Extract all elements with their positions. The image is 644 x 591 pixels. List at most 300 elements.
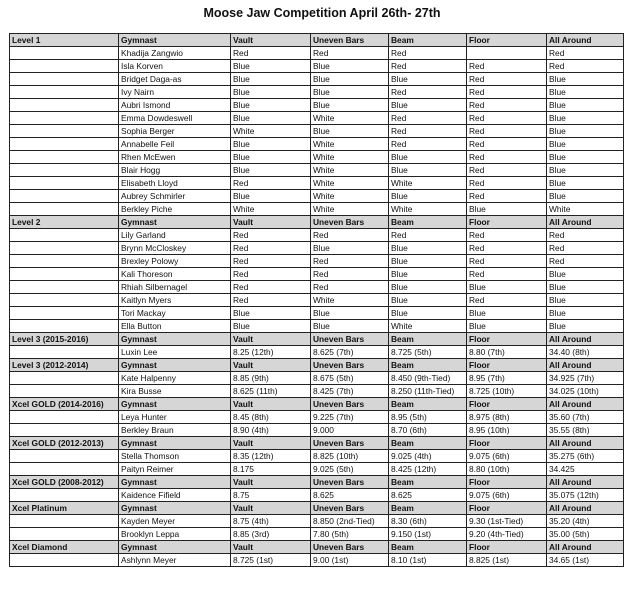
- table-row: [10, 190, 624, 203]
- beam-result: 8.10 (1st): [389, 554, 467, 567]
- vault-result: Red: [231, 294, 311, 307]
- all-around-result: Blue: [547, 125, 624, 138]
- floor-result: Red: [467, 164, 547, 177]
- uneven-bars-result: Blue: [311, 307, 389, 320]
- uneven-bars-result: Blue: [311, 320, 389, 333]
- column-header-gymnast: Gymnast: [119, 359, 231, 372]
- table-row: [10, 515, 624, 528]
- gymnast-name: Isla Korven: [119, 60, 231, 73]
- uneven-bars-result: White: [311, 203, 389, 216]
- column-header-floor: Floor: [467, 437, 547, 450]
- gymnast-name: Aubri Ismond: [119, 99, 231, 112]
- level-name: Level 3 (2012-2014): [10, 359, 119, 372]
- table-row: [10, 229, 624, 242]
- column-header-gymnast: Gymnast: [119, 541, 231, 554]
- all-around-result: Blue: [547, 164, 624, 177]
- column-header-beam: Beam: [389, 476, 467, 489]
- gymnast-name: Ashlynn Meyer: [119, 554, 231, 567]
- all-around-result: Blue: [547, 151, 624, 164]
- beam-result: White: [389, 177, 467, 190]
- column-header-beam: Beam: [389, 34, 467, 47]
- column-header-beam: Beam: [389, 437, 467, 450]
- all-around-result: Blue: [547, 177, 624, 190]
- uneven-bars-result: White: [311, 138, 389, 151]
- vault-result: Red: [231, 47, 311, 60]
- level-spacer-cell: [10, 151, 119, 164]
- beam-result: Blue: [389, 73, 467, 86]
- table-row: [10, 424, 624, 437]
- column-header-uneven-bars: Uneven Bars: [311, 359, 389, 372]
- all-around-result: 34.65 (1st): [547, 554, 624, 567]
- level-spacer-cell: [10, 294, 119, 307]
- gymnast-name: Blair Hogg: [119, 164, 231, 177]
- level-header-row: [10, 398, 624, 411]
- beam-result: 8.725 (5th): [389, 346, 467, 359]
- level-header-row: [10, 541, 624, 554]
- column-header-floor: Floor: [467, 541, 547, 554]
- beam-result: Blue: [389, 151, 467, 164]
- floor-result: Red: [467, 229, 547, 242]
- uneven-bars-result: 8.625 (7th): [311, 346, 389, 359]
- all-around-result: Blue: [547, 138, 624, 151]
- uneven-bars-result: 9.000: [311, 424, 389, 437]
- level-spacer-cell: [10, 255, 119, 268]
- floor-result: 9.30 (1st-Tied): [467, 515, 547, 528]
- gymnast-name: Kali Thoreson: [119, 268, 231, 281]
- table-row: [10, 528, 624, 541]
- table-row: [10, 268, 624, 281]
- vault-result: Red: [231, 242, 311, 255]
- all-around-result: 34.425: [547, 463, 624, 476]
- floor-result: [467, 47, 547, 60]
- gymnast-name: Annabelle Feil: [119, 138, 231, 151]
- beam-result: Blue: [389, 281, 467, 294]
- level-spacer-cell: [10, 489, 119, 502]
- column-header-gymnast: Gymnast: [119, 216, 231, 229]
- column-header-vault: Vault: [231, 359, 311, 372]
- uneven-bars-result: 9.025 (5th): [311, 463, 389, 476]
- beam-result: 9.150 (1st): [389, 528, 467, 541]
- table-row: [10, 177, 624, 190]
- uneven-bars-result: Blue: [311, 60, 389, 73]
- gymnast-name: Luxin Lee: [119, 346, 231, 359]
- column-header-floor: Floor: [467, 398, 547, 411]
- column-header-floor: Floor: [467, 34, 547, 47]
- level-spacer-cell: [10, 47, 119, 60]
- column-header-all-around: All Around: [547, 541, 624, 554]
- column-header-all-around: All Around: [547, 333, 624, 346]
- vault-result: White: [231, 125, 311, 138]
- vault-result: Blue: [231, 307, 311, 320]
- gymnast-name: Emma Dowdeswell: [119, 112, 231, 125]
- table-row: [10, 60, 624, 73]
- vault-result: 8.175: [231, 463, 311, 476]
- uneven-bars-result: White: [311, 177, 389, 190]
- uneven-bars-result: Blue: [311, 125, 389, 138]
- uneven-bars-result: Blue: [311, 73, 389, 86]
- beam-result: 8.95 (5th): [389, 411, 467, 424]
- floor-result: Red: [467, 86, 547, 99]
- level-spacer-cell: [10, 164, 119, 177]
- uneven-bars-result: 8.625: [311, 489, 389, 502]
- all-around-result: 35.275 (6th): [547, 450, 624, 463]
- uneven-bars-result: Red: [311, 229, 389, 242]
- level-spacer-cell: [10, 385, 119, 398]
- beam-result: Blue: [389, 242, 467, 255]
- level-spacer-cell: [10, 138, 119, 151]
- column-header-gymnast: Gymnast: [119, 398, 231, 411]
- uneven-bars-result: White: [311, 112, 389, 125]
- uneven-bars-result: 8.825 (10th): [311, 450, 389, 463]
- all-around-result: Blue: [547, 112, 624, 125]
- level-header-row: [10, 216, 624, 229]
- beam-result: 8.425 (12th): [389, 463, 467, 476]
- column-header-vault: Vault: [231, 398, 311, 411]
- level-spacer-cell: [10, 203, 119, 216]
- vault-result: 8.45 (8th): [231, 411, 311, 424]
- gymnast-name: Ivy Nairn: [119, 86, 231, 99]
- vault-result: 8.90 (4th): [231, 424, 311, 437]
- gymnast-name: Brynn McCloskey: [119, 242, 231, 255]
- floor-result: Red: [467, 177, 547, 190]
- gymnast-name: Kate Halpenny: [119, 372, 231, 385]
- gymnast-name: Elisabeth Lloyd: [119, 177, 231, 190]
- uneven-bars-result: Red: [311, 47, 389, 60]
- all-around-result: 34.40 (8th): [547, 346, 624, 359]
- gymnast-name: Tori Mackay: [119, 307, 231, 320]
- floor-result: Red: [467, 190, 547, 203]
- uneven-bars-result: Blue: [311, 86, 389, 99]
- beam-result: 8.30 (6th): [389, 515, 467, 528]
- level-spacer-cell: [10, 281, 119, 294]
- beam-result: 8.250 (11th-Tied): [389, 385, 467, 398]
- beam-result: 8.70 (6th): [389, 424, 467, 437]
- level-name: Xcel GOLD (2008-2012): [10, 476, 119, 489]
- table-row: [10, 554, 624, 567]
- level-spacer-cell: [10, 424, 119, 437]
- column-header-floor: Floor: [467, 502, 547, 515]
- column-header-uneven-bars: Uneven Bars: [311, 34, 389, 47]
- beam-result: Blue: [389, 164, 467, 177]
- gymnast-name: Stella Thomson: [119, 450, 231, 463]
- floor-result: Red: [467, 60, 547, 73]
- level-spacer-cell: [10, 463, 119, 476]
- floor-result: Red: [467, 294, 547, 307]
- uneven-bars-result: White: [311, 294, 389, 307]
- level-spacer-cell: [10, 177, 119, 190]
- column-header-vault: Vault: [231, 502, 311, 515]
- vault-result: Blue: [231, 112, 311, 125]
- column-header-gymnast: Gymnast: [119, 476, 231, 489]
- table-row: [10, 138, 624, 151]
- table-row: [10, 463, 624, 476]
- floor-result: 8.725 (10th): [467, 385, 547, 398]
- gymnast-name: Rhen McEwen: [119, 151, 231, 164]
- table-row: [10, 47, 624, 60]
- all-around-result: Blue: [547, 86, 624, 99]
- level-spacer-cell: [10, 346, 119, 359]
- column-header-uneven-bars: Uneven Bars: [311, 541, 389, 554]
- level-name: Xcel GOLD (2014-2016): [10, 398, 119, 411]
- level-spacer-cell: [10, 86, 119, 99]
- results-table: [9, 33, 624, 567]
- floor-result: 9.20 (4th-Tied): [467, 528, 547, 541]
- table-row: [10, 281, 624, 294]
- uneven-bars-result: Blue: [311, 99, 389, 112]
- column-header-beam: Beam: [389, 541, 467, 554]
- gymnast-name: Brooklyn Leppa: [119, 528, 231, 541]
- uneven-bars-result: 9.225 (7th): [311, 411, 389, 424]
- beam-result: Blue: [389, 268, 467, 281]
- column-header-gymnast: Gymnast: [119, 333, 231, 346]
- uneven-bars-result: 7.80 (5th): [311, 528, 389, 541]
- column-header-floor: Floor: [467, 333, 547, 346]
- floor-result: Red: [467, 268, 547, 281]
- uneven-bars-result: Red: [311, 255, 389, 268]
- table-row: [10, 411, 624, 424]
- floor-result: 9.075 (6th): [467, 450, 547, 463]
- column-header-floor: Floor: [467, 476, 547, 489]
- gymnast-name: Kaidence Fifield: [119, 489, 231, 502]
- gymnast-name: Ella Button: [119, 320, 231, 333]
- table-row: [10, 99, 624, 112]
- floor-result: Red: [467, 138, 547, 151]
- column-header-uneven-bars: Uneven Bars: [311, 216, 389, 229]
- floor-result: Red: [467, 112, 547, 125]
- table-row: [10, 450, 624, 463]
- level-header-row: [10, 502, 624, 515]
- all-around-result: Red: [547, 242, 624, 255]
- column-header-gymnast: Gymnast: [119, 437, 231, 450]
- column-header-all-around: All Around: [547, 359, 624, 372]
- level-header-row: [10, 34, 624, 47]
- all-around-result: 35.55 (8th): [547, 424, 624, 437]
- level-spacer-cell: [10, 515, 119, 528]
- vault-result: Red: [231, 229, 311, 242]
- vault-result: Blue: [231, 164, 311, 177]
- gymnast-name: Sophia Berger: [119, 125, 231, 138]
- column-header-beam: Beam: [389, 398, 467, 411]
- all-around-result: Blue: [547, 281, 624, 294]
- vault-result: Blue: [231, 99, 311, 112]
- vault-result: 8.25 (12th): [231, 346, 311, 359]
- column-header-vault: Vault: [231, 437, 311, 450]
- table-row: [10, 320, 624, 333]
- floor-result: Blue: [467, 307, 547, 320]
- beam-result: 9.025 (4th): [389, 450, 467, 463]
- vault-result: 8.75: [231, 489, 311, 502]
- gymnast-name: Rhiah Silbernagel: [119, 281, 231, 294]
- level-name: Xcel Diamond: [10, 541, 119, 554]
- column-header-all-around: All Around: [547, 34, 624, 47]
- column-header-all-around: All Around: [547, 437, 624, 450]
- level-header-row: [10, 476, 624, 489]
- gymnast-name: Lily Garland: [119, 229, 231, 242]
- vault-result: Blue: [231, 151, 311, 164]
- vault-result: 8.85 (9th): [231, 372, 311, 385]
- all-around-result: 35.20 (4th): [547, 515, 624, 528]
- level-spacer-cell: [10, 229, 119, 242]
- beam-result: Red: [389, 125, 467, 138]
- column-header-beam: Beam: [389, 502, 467, 515]
- all-around-result: 34.925 (7th): [547, 372, 624, 385]
- beam-result: Blue: [389, 190, 467, 203]
- all-around-result: Blue: [547, 320, 624, 333]
- all-around-result: 35.00 (5th): [547, 528, 624, 541]
- level-header-row: [10, 333, 624, 346]
- beam-result: Red: [389, 229, 467, 242]
- floor-result: Blue: [467, 281, 547, 294]
- level-spacer-cell: [10, 307, 119, 320]
- level-header-row: [10, 437, 624, 450]
- gymnast-name: Kaitlyn Myers: [119, 294, 231, 307]
- gymnast-name: Paityn Reimer: [119, 463, 231, 476]
- floor-result: Blue: [467, 320, 547, 333]
- page-title: Moose Jaw Competition April 26th- 27th: [203, 6, 441, 20]
- gymnast-name: Khadija Zangwio: [119, 47, 231, 60]
- all-around-result: Blue: [547, 307, 624, 320]
- level-spacer-cell: [10, 73, 119, 86]
- table-row: [10, 346, 624, 359]
- table-row: [10, 294, 624, 307]
- column-header-beam: Beam: [389, 216, 467, 229]
- beam-result: White: [389, 320, 467, 333]
- vault-result: Blue: [231, 190, 311, 203]
- column-header-vault: Vault: [231, 541, 311, 554]
- uneven-bars-result: White: [311, 164, 389, 177]
- level-spacer-cell: [10, 450, 119, 463]
- level-spacer-cell: [10, 528, 119, 541]
- uneven-bars-result: 8.425 (7th): [311, 385, 389, 398]
- column-header-all-around: All Around: [547, 398, 624, 411]
- floor-result: Red: [467, 151, 547, 164]
- floor-result: 8.95 (10th): [467, 424, 547, 437]
- column-header-all-around: All Around: [547, 216, 624, 229]
- column-header-all-around: All Around: [547, 502, 624, 515]
- vault-result: Red: [231, 255, 311, 268]
- column-header-uneven-bars: Uneven Bars: [311, 476, 389, 489]
- table-row: [10, 73, 624, 86]
- column-header-vault: Vault: [231, 34, 311, 47]
- gymnast-name: Leya Hunter: [119, 411, 231, 424]
- column-header-beam: Beam: [389, 333, 467, 346]
- table-row: [10, 203, 624, 216]
- level-spacer-cell: [10, 372, 119, 385]
- level-name: Level 3 (2015-2016): [10, 333, 119, 346]
- gymnast-name: Aubrey Schmirler: [119, 190, 231, 203]
- uneven-bars-result: Red: [311, 268, 389, 281]
- gymnast-name: Berkley Piche: [119, 203, 231, 216]
- all-around-result: 34.025 (10th): [547, 385, 624, 398]
- beam-result: Blue: [389, 99, 467, 112]
- column-header-beam: Beam: [389, 359, 467, 372]
- level-spacer-cell: [10, 242, 119, 255]
- column-header-gymnast: Gymnast: [119, 34, 231, 47]
- level-name: Level 1: [10, 34, 119, 47]
- level-spacer-cell: [10, 112, 119, 125]
- table-row: [10, 86, 624, 99]
- vault-result: 8.625 (11th): [231, 385, 311, 398]
- floor-result: Red: [467, 125, 547, 138]
- all-around-result: Blue: [547, 99, 624, 112]
- beam-result: Red: [389, 47, 467, 60]
- vault-result: Blue: [231, 138, 311, 151]
- vault-result: 8.725 (1st): [231, 554, 311, 567]
- level-header-row: [10, 359, 624, 372]
- column-header-vault: Vault: [231, 333, 311, 346]
- level-spacer-cell: [10, 125, 119, 138]
- vault-result: White: [231, 203, 311, 216]
- floor-result: 8.80 (10th): [467, 463, 547, 476]
- vault-result: 8.75 (4th): [231, 515, 311, 528]
- beam-result: Blue: [389, 294, 467, 307]
- vault-result: Blue: [231, 320, 311, 333]
- gymnast-name: Berkley Braun: [119, 424, 231, 437]
- column-header-vault: Vault: [231, 476, 311, 489]
- beam-result: Red: [389, 86, 467, 99]
- all-around-result: Red: [547, 229, 624, 242]
- gymnast-name: Kira Busse: [119, 385, 231, 398]
- level-spacer-cell: [10, 554, 119, 567]
- floor-result: 8.825 (1st): [467, 554, 547, 567]
- vault-result: Red: [231, 281, 311, 294]
- column-header-uneven-bars: Uneven Bars: [311, 502, 389, 515]
- gymnast-name: Brexley Polowy: [119, 255, 231, 268]
- floor-result: Blue: [467, 203, 547, 216]
- all-around-result: Blue: [547, 190, 624, 203]
- floor-result: 9.075 (6th): [467, 489, 547, 502]
- uneven-bars-result: 9.00 (1st): [311, 554, 389, 567]
- beam-result: Red: [389, 60, 467, 73]
- vault-result: Blue: [231, 60, 311, 73]
- beam-result: 8.625: [389, 489, 467, 502]
- level-spacer-cell: [10, 190, 119, 203]
- table-row: [10, 255, 624, 268]
- table-row: [10, 489, 624, 502]
- table-row: [10, 151, 624, 164]
- level-name: Level 2: [10, 216, 119, 229]
- all-around-result: Blue: [547, 73, 624, 86]
- uneven-bars-result: White: [311, 190, 389, 203]
- column-header-floor: Floor: [467, 359, 547, 372]
- beam-result: 8.450 (9th-Tied): [389, 372, 467, 385]
- vault-result: 8.35 (12th): [231, 450, 311, 463]
- all-around-result: Blue: [547, 268, 624, 281]
- floor-result: 8.80 (7th): [467, 346, 547, 359]
- uneven-bars-result: 8.850 (2nd-Tied): [311, 515, 389, 528]
- column-header-uneven-bars: Uneven Bars: [311, 333, 389, 346]
- vault-result: Red: [231, 268, 311, 281]
- column-header-gymnast: Gymnast: [119, 502, 231, 515]
- all-around-result: 35.075 (12th): [547, 489, 624, 502]
- vault-result: Red: [231, 177, 311, 190]
- level-name: Xcel Platinum: [10, 502, 119, 515]
- gymnast-name: Kayden Meyer: [119, 515, 231, 528]
- beam-result: White: [389, 203, 467, 216]
- column-header-uneven-bars: Uneven Bars: [311, 437, 389, 450]
- level-spacer-cell: [10, 60, 119, 73]
- beam-result: Blue: [389, 307, 467, 320]
- table-row: [10, 372, 624, 385]
- level-spacer-cell: [10, 99, 119, 112]
- all-around-result: White: [547, 203, 624, 216]
- column-header-all-around: All Around: [547, 476, 624, 489]
- all-around-result: Red: [547, 60, 624, 73]
- all-around-result: 35.60 (7th): [547, 411, 624, 424]
- vault-result: 8.85 (3rd): [231, 528, 311, 541]
- gymnast-name: Bridget Daga-as: [119, 73, 231, 86]
- uneven-bars-result: White: [311, 151, 389, 164]
